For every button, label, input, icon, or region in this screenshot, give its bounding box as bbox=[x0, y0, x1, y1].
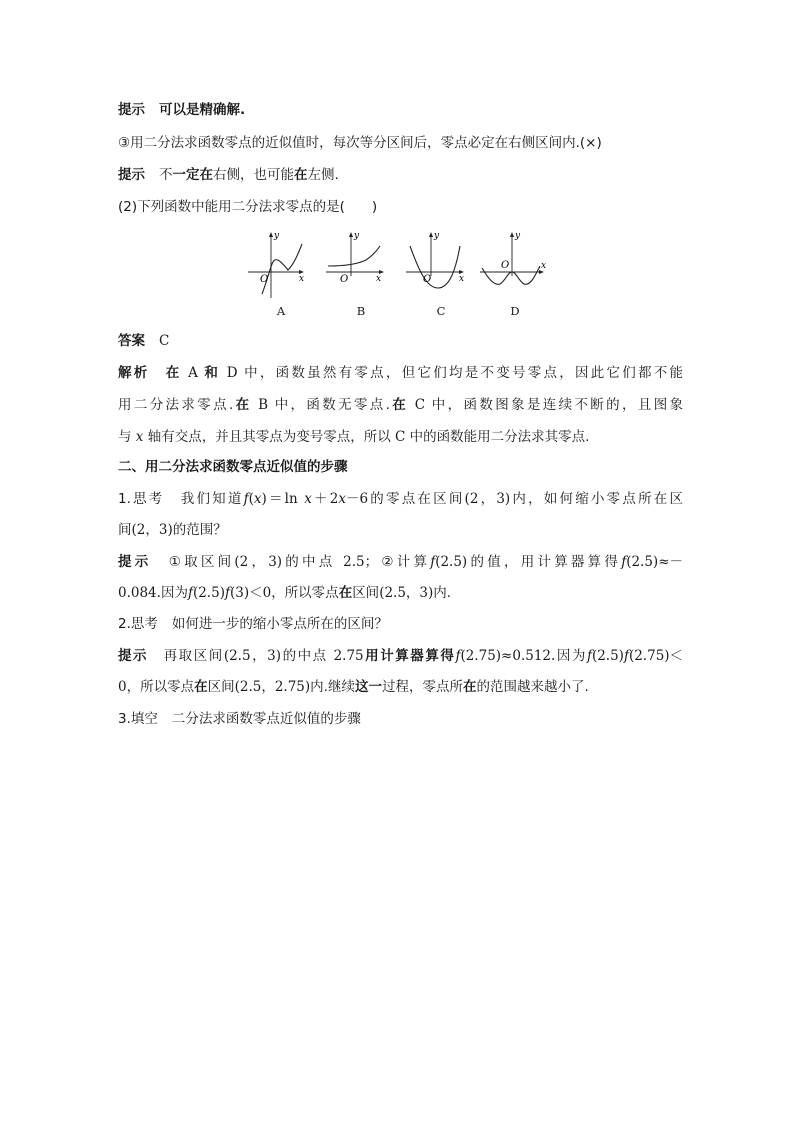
explanation-text: A bbox=[188, 365, 198, 381]
hint-text: 不 bbox=[159, 167, 173, 183]
explanation-text: 和 bbox=[204, 365, 221, 381]
hint-text: 的中点 bbox=[282, 554, 336, 570]
y-arrow bbox=[349, 232, 353, 237]
hint-text: 0，所以零点 bbox=[118, 679, 195, 695]
hint-3-line-1 bbox=[118, 552, 683, 572]
question-text: (2)下列函数中能用二分法求零点的是( ) bbox=[118, 199, 378, 215]
math: (2.5，2.75) bbox=[234, 679, 311, 695]
think-2 bbox=[118, 614, 683, 634]
hint-4-line-2 bbox=[118, 677, 683, 697]
explanation-line-2 bbox=[118, 395, 683, 415]
think-label: 1.思考 bbox=[118, 491, 165, 507]
graph-a bbox=[244, 228, 318, 324]
explanation-label: 解析 bbox=[118, 365, 150, 381]
hint-label: 提示 bbox=[118, 102, 145, 118]
math: 2.5 bbox=[343, 554, 365, 570]
math: )＝ln bbox=[261, 491, 305, 507]
statement-text: ③用二分法求函数零点的近似值时，每次等分区间后，零点必定在右侧区间内.(×) bbox=[118, 135, 602, 151]
hint-line-2 bbox=[118, 165, 683, 185]
think-text: 我们知道 bbox=[178, 491, 244, 507]
fill-label: 3.填空 bbox=[118, 711, 158, 727]
y-arrow bbox=[269, 232, 273, 237]
answer-line bbox=[118, 331, 683, 351]
explanation-text: 中，函数无零点. bbox=[274, 397, 390, 413]
explanation-text: D bbox=[226, 365, 238, 381]
hint-text: 也可能 bbox=[253, 167, 294, 183]
curve bbox=[328, 246, 380, 266]
origin-label: O bbox=[423, 274, 432, 285]
explanation-text: x bbox=[135, 429, 144, 445]
function-graphs bbox=[244, 228, 554, 324]
think-text: 内，如何缩小零点所在区 bbox=[510, 491, 683, 507]
math: (2.5) bbox=[591, 648, 624, 664]
answer-label: 答案 bbox=[118, 333, 145, 349]
graph-d-plot bbox=[478, 228, 552, 304]
explanation-text: C bbox=[395, 429, 406, 445]
explanation-text: 中的函数能用二分法求其零点. bbox=[409, 429, 590, 445]
math: (2，3) bbox=[464, 491, 511, 507]
math: (2.75)＜ bbox=[628, 648, 683, 664]
hint-text: 一定 bbox=[172, 167, 200, 183]
hint-text: 内. bbox=[433, 585, 452, 601]
hint-text: 在 bbox=[462, 679, 477, 695]
math-x: x bbox=[253, 491, 262, 507]
math: 0.084. bbox=[118, 585, 161, 601]
math-x: x bbox=[338, 491, 346, 507]
hint-text: 再取区间 bbox=[162, 648, 224, 664]
hint-text: 在 bbox=[294, 167, 308, 183]
hint-text: 的范围越来越小了. bbox=[476, 679, 589, 695]
think-1-line-2 bbox=[118, 520, 683, 540]
origin-label: O bbox=[501, 260, 510, 271]
think-1-line-1 bbox=[118, 489, 683, 509]
section-heading bbox=[118, 457, 683, 477]
hint-4-line-1 bbox=[118, 646, 683, 666]
explanation-text: 在 bbox=[163, 365, 182, 381]
math: (2.5) bbox=[435, 554, 468, 570]
hint-text: ①取区间 bbox=[165, 554, 235, 570]
hint-line-1 bbox=[118, 100, 683, 120]
math-f: f bbox=[430, 554, 436, 570]
graph-c-plot bbox=[404, 228, 478, 304]
y-arrow bbox=[429, 232, 433, 237]
hint-3-line-2 bbox=[118, 583, 683, 603]
math-f: f bbox=[621, 554, 627, 570]
section-title: 二、用二分法求函数零点近似值的步骤 bbox=[118, 459, 348, 475]
hint-text: 的值，用计算器算得 bbox=[467, 554, 622, 570]
x-axis-label: x bbox=[459, 274, 465, 284]
explanation-text: 用二分法求零点. bbox=[118, 397, 234, 413]
explanation-line-1 bbox=[118, 363, 683, 383]
graph-b bbox=[324, 228, 398, 324]
hint-text: ；②计算 bbox=[364, 554, 431, 570]
statement-3 bbox=[118, 133, 683, 153]
hint-text: 用计算器算得 bbox=[363, 648, 456, 664]
hint-label: 提示 bbox=[118, 648, 149, 664]
curve bbox=[262, 244, 305, 294]
think-text: 间 bbox=[118, 522, 132, 538]
math-f: f bbox=[586, 648, 592, 664]
graph-d-label: D bbox=[510, 304, 520, 318]
x-axis-label: x bbox=[376, 274, 382, 284]
origin-label: O bbox=[340, 274, 349, 285]
math: ( bbox=[248, 491, 254, 507]
math: ， bbox=[250, 648, 268, 664]
math: －6 bbox=[345, 491, 369, 507]
graph-a-plot bbox=[244, 228, 318, 304]
question-2 bbox=[118, 197, 683, 217]
hint-label: 提示 bbox=[118, 167, 145, 183]
graph-c-label: C bbox=[436, 304, 446, 318]
origin-label: O bbox=[260, 274, 269, 285]
graph-a-label: A bbox=[276, 304, 286, 318]
answer-value: C bbox=[159, 333, 170, 349]
curve bbox=[410, 246, 460, 288]
graph-b-label: B bbox=[356, 304, 366, 318]
think-text: 的零点在区间 bbox=[368, 491, 465, 507]
graph-c bbox=[404, 228, 478, 324]
hint-text: 过程，零点所 bbox=[381, 679, 463, 695]
fill-in-3 bbox=[118, 709, 683, 729]
hint-text: 这一 bbox=[354, 679, 382, 695]
math: (2.5) bbox=[192, 585, 225, 601]
math: ＋2 bbox=[311, 491, 339, 507]
hint-text: ，所以零点 bbox=[271, 585, 339, 601]
y-axis-label: y bbox=[515, 231, 521, 241]
explanation-text: 中，函数图象是连续不断的，且图象 bbox=[431, 397, 683, 413]
math: 3) bbox=[267, 648, 282, 664]
think-label: 2.思考 bbox=[118, 616, 158, 632]
hint-text: 的中点 bbox=[281, 648, 328, 664]
x-axis-label: x bbox=[541, 261, 547, 271]
math-f: f bbox=[224, 585, 230, 601]
y-axis-label: y bbox=[434, 231, 440, 241]
math: (3)＜0 bbox=[229, 585, 272, 601]
hint-text: 在 bbox=[338, 585, 353, 601]
hint-text: 在 bbox=[199, 167, 213, 183]
explanation-text: 在 bbox=[233, 397, 252, 413]
explanation-text: 在 bbox=[389, 397, 409, 413]
math: (2，3) bbox=[234, 554, 283, 570]
math-f: f bbox=[623, 648, 629, 664]
explanation-line-3 bbox=[118, 427, 683, 447]
hint-text: 可以是精确解. bbox=[159, 102, 246, 118]
explanation-text: B bbox=[258, 397, 269, 413]
hint-text: 右侧， bbox=[213, 167, 254, 183]
fill-text: 二分法求函数零点近似值的步骤 bbox=[171, 711, 361, 727]
explanation-text: 与 bbox=[118, 429, 132, 445]
math: (2.75)≈0.512. bbox=[460, 648, 556, 664]
graph-d bbox=[478, 228, 552, 324]
hint-text: 内.继续 bbox=[310, 679, 355, 695]
y-arrow bbox=[510, 232, 514, 237]
hint-text: 区间 bbox=[352, 585, 380, 601]
y-axis-label: y bbox=[354, 231, 360, 241]
explanation-text: 轴有交点，并且其零点为变号零点，所以 bbox=[147, 429, 391, 445]
explanation-text: C bbox=[414, 397, 426, 413]
math-f: f bbox=[243, 491, 249, 507]
math: 2.75 bbox=[333, 648, 364, 664]
math-f: f bbox=[187, 585, 193, 601]
math: (2.5)≈－ bbox=[626, 554, 683, 570]
think-text: 如何进一步的缩小零点所在的区间？ bbox=[171, 616, 388, 632]
math-f: f bbox=[455, 648, 461, 664]
curve bbox=[482, 266, 540, 284]
think-text: 的范围？ bbox=[172, 522, 227, 538]
explanation-text: 中，函数虽然有零点，但它们均是不变号零点，因此它们都不能 bbox=[244, 365, 683, 381]
math: (2.5，3) bbox=[379, 585, 434, 601]
x-axis-label: x bbox=[299, 274, 305, 284]
hint-text: 在 bbox=[194, 679, 208, 695]
math: (2.5 bbox=[223, 648, 251, 664]
hint-text: 因为 bbox=[555, 648, 587, 664]
hint-label: 提示 bbox=[118, 554, 152, 570]
hint-text: 因为 bbox=[160, 585, 188, 601]
hint-text: 区间 bbox=[207, 679, 235, 695]
math: (2，3) bbox=[131, 522, 173, 538]
hint-text: 左侧. bbox=[307, 167, 339, 183]
graph-b-plot bbox=[324, 228, 398, 304]
math-x: x bbox=[304, 491, 312, 507]
y-axis-label: y bbox=[274, 231, 280, 241]
